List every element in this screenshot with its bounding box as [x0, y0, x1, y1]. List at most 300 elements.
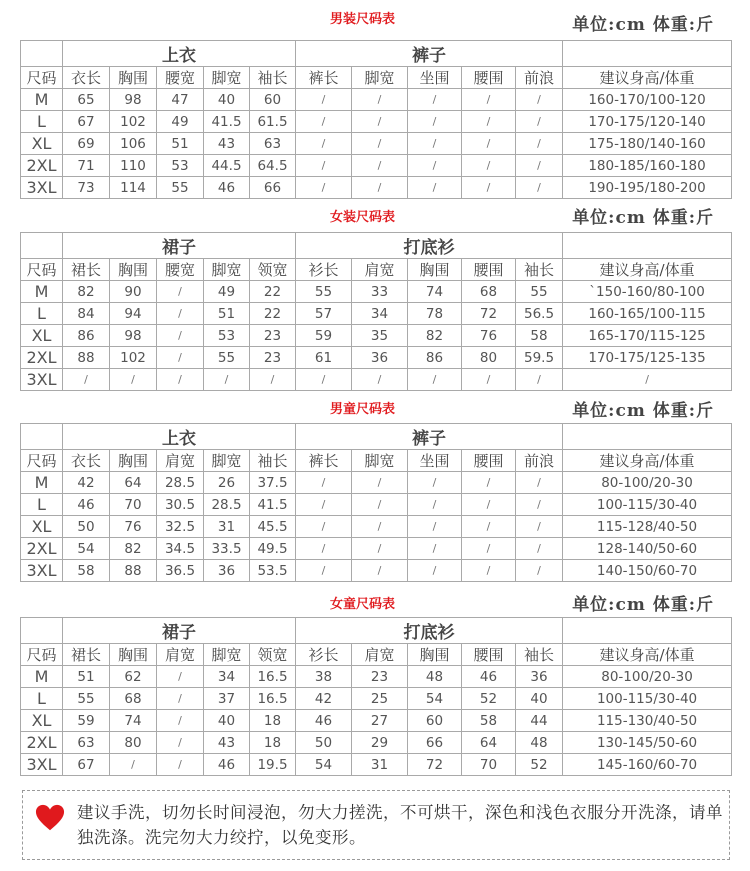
table-cell: / — [516, 538, 563, 560]
table-cell: 38 — [296, 666, 352, 688]
table-cell: / — [563, 369, 732, 391]
column-header: 衣长 — [63, 450, 110, 472]
table-row — [21, 560, 732, 582]
table-cell: 54 — [63, 538, 110, 560]
column-header: 肩宽 — [157, 644, 204, 666]
unit-label: 单位:cm 体重:斤 — [572, 595, 714, 615]
table-cell: 100-115/30-40 — [563, 494, 732, 516]
table-cell: 23 — [250, 325, 296, 347]
table-cell: 65 — [63, 89, 110, 111]
table-cell: 80-100/20-30 — [563, 472, 732, 494]
table-cell: 26 — [204, 472, 250, 494]
table-cell: 56.5 — [516, 303, 563, 325]
table-cell: / — [157, 325, 204, 347]
table-cell: 69 — [63, 133, 110, 155]
table-row — [21, 89, 732, 111]
table-cell: 23 — [352, 666, 408, 688]
column-header: 肩宽 — [352, 644, 408, 666]
size-cell: XL — [21, 516, 63, 538]
table-cell: / — [408, 516, 462, 538]
table-cell: / — [250, 369, 296, 391]
table-cell: / — [408, 177, 462, 199]
size-cell: XL — [21, 133, 63, 155]
column-header: 脚宽 — [352, 67, 408, 89]
table-cell: / — [157, 754, 204, 776]
size-cell: L — [21, 303, 63, 325]
column-header: 坐围 — [408, 450, 462, 472]
table-cell: 170-175/125-135 — [563, 347, 732, 369]
column-header: 胸围 — [408, 644, 462, 666]
table-row — [21, 111, 732, 133]
size-cell: XL — [21, 710, 63, 732]
table-cell: / — [462, 133, 516, 155]
table-cell: 23 — [250, 347, 296, 369]
table-cell: / — [516, 133, 563, 155]
column-header: 胸围 — [110, 450, 157, 472]
table-cell: / — [296, 369, 352, 391]
table-cell: / — [516, 516, 563, 538]
group-header-empty — [21, 41, 63, 67]
size-cell: XL — [21, 325, 63, 347]
care-note — [22, 790, 730, 860]
column-header: 尺码 — [21, 644, 63, 666]
heart-icon — [35, 803, 65, 833]
table-cell: 115-128/40-50 — [563, 516, 732, 538]
table-cell: 50 — [63, 516, 110, 538]
table-cell: 106 — [110, 133, 157, 155]
table-cell: 90 — [110, 281, 157, 303]
table-cell: 63 — [250, 133, 296, 155]
table-cell: 27 — [352, 710, 408, 732]
table-cell: / — [408, 155, 462, 177]
table-row — [21, 754, 732, 776]
table-cell: 16.5 — [250, 688, 296, 710]
table-cell: 115-130/40-50 — [563, 710, 732, 732]
size-table — [20, 232, 732, 391]
column-header: 建议身高/体重 — [563, 259, 732, 281]
table-cell: 180-185/160-180 — [563, 155, 732, 177]
unit-label: 单位:cm 体重:斤 — [572, 208, 714, 228]
size-cell: 3XL — [21, 369, 63, 391]
table-cell: 84 — [63, 303, 110, 325]
group-header-empty — [563, 41, 732, 67]
table-cell: / — [296, 494, 352, 516]
table-cell: 50 — [296, 732, 352, 754]
table-cell: / — [352, 560, 408, 582]
table-cell: 48 — [408, 666, 462, 688]
size-cell: 2XL — [21, 155, 63, 177]
table-cell: 58 — [63, 560, 110, 582]
table-cell: 16.5 — [250, 666, 296, 688]
table-cell: 76 — [110, 516, 157, 538]
table-row — [21, 155, 732, 177]
table-cell: / — [296, 111, 352, 133]
column-header: 脚宽 — [204, 259, 250, 281]
size-cell: 2XL — [21, 538, 63, 560]
table-cell: / — [110, 754, 157, 776]
table-cell: / — [157, 666, 204, 688]
table-cell: 165-170/115-125 — [563, 325, 732, 347]
table-cell: / — [408, 538, 462, 560]
table-cell: 49 — [157, 111, 204, 133]
table-cell: / — [157, 347, 204, 369]
group-header-row — [21, 618, 732, 644]
table-cell: 33 — [352, 281, 408, 303]
table-row — [21, 666, 732, 688]
table-cell: 46 — [462, 666, 516, 688]
table-cell: 61 — [296, 347, 352, 369]
table-cell: 55 — [157, 177, 204, 199]
group-header: 打底衫 — [296, 233, 563, 259]
table-cell: 22 — [250, 303, 296, 325]
table-cell: / — [408, 560, 462, 582]
table-cell: 61.5 — [250, 111, 296, 133]
table-cell: / — [516, 369, 563, 391]
column-header: 腰围 — [462, 450, 516, 472]
table-cell: 60 — [408, 710, 462, 732]
table-cell: 34.5 — [157, 538, 204, 560]
table-cell: 36 — [516, 666, 563, 688]
table-cell: / — [516, 472, 563, 494]
size-cell: M — [21, 472, 63, 494]
table-cell: 22 — [250, 281, 296, 303]
table-row — [21, 538, 732, 560]
table-cell: 98 — [110, 89, 157, 111]
table-cell: 86 — [63, 325, 110, 347]
table-cell: 36 — [352, 347, 408, 369]
group-header-empty — [21, 233, 63, 259]
table-cell: 53 — [204, 325, 250, 347]
group-header: 上衣 — [63, 424, 296, 450]
column-header: 腰围 — [462, 67, 516, 89]
size-table — [20, 40, 732, 199]
table-cell: / — [462, 538, 516, 560]
table-cell: 62 — [110, 666, 157, 688]
column-header: 尺码 — [21, 67, 63, 89]
table-cell: 36 — [204, 560, 250, 582]
column-header: 衫长 — [296, 259, 352, 281]
size-table — [20, 423, 732, 582]
table-cell: 102 — [110, 111, 157, 133]
unit-label: 单位:cm 体重:斤 — [572, 401, 714, 421]
group-header-empty — [563, 424, 732, 450]
group-header-row — [21, 233, 732, 259]
section-title: 男童尺码表 — [330, 402, 396, 417]
column-header: 建议身高/体重 — [563, 450, 732, 472]
table-cell: 47 — [157, 89, 204, 111]
table-cell: 41.5 — [250, 494, 296, 516]
table-cell: 100-115/30-40 — [563, 688, 732, 710]
column-header: 领宽 — [250, 644, 296, 666]
table-cell: 160-165/100-115 — [563, 303, 732, 325]
table-cell: 63 — [63, 732, 110, 754]
table-cell: 40 — [204, 710, 250, 732]
column-header: 脚宽 — [204, 644, 250, 666]
size-cell: L — [21, 688, 63, 710]
table-cell: / — [63, 369, 110, 391]
group-header-row — [21, 41, 732, 67]
table-row — [21, 303, 732, 325]
table-cell: 60 — [250, 89, 296, 111]
group-header: 上衣 — [63, 41, 296, 67]
table-cell: 80 — [462, 347, 516, 369]
size-cell: 3XL — [21, 177, 63, 199]
table-cell: / — [157, 688, 204, 710]
table-cell: 42 — [63, 472, 110, 494]
column-header: 脚宽 — [204, 67, 250, 89]
size-cell: L — [21, 494, 63, 516]
table-cell: / — [157, 710, 204, 732]
column-header: 胸围 — [408, 259, 462, 281]
table-cell: 71 — [63, 155, 110, 177]
table-cell: 31 — [204, 516, 250, 538]
table-cell: 59 — [296, 325, 352, 347]
table-row — [21, 688, 732, 710]
column-header: 建议身高/体重 — [563, 67, 732, 89]
column-header: 尺码 — [21, 259, 63, 281]
table-cell: 59 — [63, 710, 110, 732]
group-header-empty — [563, 618, 732, 644]
table-cell: 52 — [516, 754, 563, 776]
table-cell: / — [516, 89, 563, 111]
table-cell: 46 — [296, 710, 352, 732]
column-header: 腰围 — [462, 259, 516, 281]
table-cell: / — [462, 516, 516, 538]
table-cell: 114 — [110, 177, 157, 199]
column-header: 腰宽 — [157, 67, 204, 89]
table-cell: 98 — [110, 325, 157, 347]
table-cell: 74 — [408, 281, 462, 303]
column-header: 裤长 — [296, 67, 352, 89]
size-cell: 3XL — [21, 560, 63, 582]
table-cell: 44.5 — [204, 155, 250, 177]
table-row — [21, 347, 732, 369]
column-header: 裙长 — [63, 259, 110, 281]
table-cell: 51 — [157, 133, 204, 155]
table-cell: 78 — [408, 303, 462, 325]
table-cell: 58 — [462, 710, 516, 732]
column-header: 领宽 — [250, 259, 296, 281]
section-title: 男装尺码表 — [330, 12, 396, 27]
table-cell: 110 — [110, 155, 157, 177]
table-cell: / — [352, 516, 408, 538]
column-header: 肩宽 — [157, 450, 204, 472]
table-cell: / — [296, 89, 352, 111]
table-cell: 52 — [462, 688, 516, 710]
table-cell: / — [352, 472, 408, 494]
column-header-row — [21, 450, 732, 472]
table-cell: / — [352, 111, 408, 133]
table-cell: / — [296, 155, 352, 177]
table-cell: / — [157, 369, 204, 391]
size-cell: M — [21, 281, 63, 303]
table-cell: 175-180/140-160 — [563, 133, 732, 155]
table-cell: 66 — [250, 177, 296, 199]
table-cell: 88 — [63, 347, 110, 369]
table-cell: 28.5 — [204, 494, 250, 516]
table-cell: / — [462, 369, 516, 391]
table-cell: 41.5 — [204, 111, 250, 133]
column-header: 前浪 — [516, 67, 563, 89]
table-cell: 42 — [296, 688, 352, 710]
table-cell: / — [408, 89, 462, 111]
table-cell: 82 — [63, 281, 110, 303]
table-cell: 19.5 — [250, 754, 296, 776]
column-header: 腰宽 — [157, 259, 204, 281]
table-cell: 48 — [516, 732, 563, 754]
table-cell: / — [296, 560, 352, 582]
column-header: 脚宽 — [352, 450, 408, 472]
table-row — [21, 281, 732, 303]
table-cell: 140-150/60-70 — [563, 560, 732, 582]
table-cell: / — [296, 133, 352, 155]
table-cell: 28.5 — [157, 472, 204, 494]
table-cell: / — [157, 281, 204, 303]
table-cell: 82 — [110, 538, 157, 560]
table-cell: 72 — [462, 303, 516, 325]
table-cell: 51 — [63, 666, 110, 688]
table-cell: / — [462, 177, 516, 199]
table-cell: / — [296, 538, 352, 560]
column-header: 袖长 — [516, 644, 563, 666]
table-cell: 55 — [516, 281, 563, 303]
table-cell: 18 — [250, 732, 296, 754]
table-cell: / — [516, 494, 563, 516]
column-header-row — [21, 259, 732, 281]
size-cell: M — [21, 666, 63, 688]
column-header: 裙长 — [63, 644, 110, 666]
table-cell: / — [462, 89, 516, 111]
section-title: 女装尺码表 — [330, 210, 396, 225]
table-cell: 46 — [63, 494, 110, 516]
column-header: 胸围 — [110, 67, 157, 89]
column-header-row — [21, 67, 732, 89]
table-cell: 88 — [110, 560, 157, 582]
table-cell: / — [296, 516, 352, 538]
table-cell: 76 — [462, 325, 516, 347]
column-header: 坐围 — [408, 67, 462, 89]
table-cell: 37 — [204, 688, 250, 710]
size-cell: 3XL — [21, 754, 63, 776]
column-header: 袖长 — [250, 67, 296, 89]
table-cell: 70 — [110, 494, 157, 516]
table-row — [21, 710, 732, 732]
size-cell: M — [21, 89, 63, 111]
table-cell: / — [408, 494, 462, 516]
table-cell: 40 — [516, 688, 563, 710]
table-cell: / — [204, 369, 250, 391]
column-header: 裤长 — [296, 450, 352, 472]
table-row — [21, 369, 732, 391]
table-cell: 55 — [63, 688, 110, 710]
table-cell: `150-160/80-100 — [563, 281, 732, 303]
table-cell: 54 — [408, 688, 462, 710]
table-row — [21, 516, 732, 538]
table-cell: 49.5 — [250, 538, 296, 560]
table-cell: 31 — [352, 754, 408, 776]
table-cell: / — [352, 89, 408, 111]
group-header-row — [21, 424, 732, 450]
table-cell: 74 — [110, 710, 157, 732]
column-header: 腰围 — [462, 644, 516, 666]
column-header: 尺码 — [21, 450, 63, 472]
table-row — [21, 177, 732, 199]
table-cell: / — [408, 133, 462, 155]
table-cell: 40 — [204, 89, 250, 111]
table-cell: 32.5 — [157, 516, 204, 538]
table-cell: 58 — [516, 325, 563, 347]
table-cell: 44 — [516, 710, 563, 732]
table-cell: 46 — [204, 754, 250, 776]
table-cell: 55 — [296, 281, 352, 303]
column-header: 前浪 — [516, 450, 563, 472]
unit-label: 单位:cm 体重:斤 — [572, 15, 714, 35]
table-cell: 86 — [408, 347, 462, 369]
table-cell: 55 — [204, 347, 250, 369]
table-cell: 80 — [110, 732, 157, 754]
table-cell: 45.5 — [250, 516, 296, 538]
column-header: 肩宽 — [352, 259, 408, 281]
table-cell: 37.5 — [250, 472, 296, 494]
table-cell: / — [352, 538, 408, 560]
table-cell: 46 — [204, 177, 250, 199]
column-header: 建议身高/体重 — [563, 644, 732, 666]
group-header-empty — [21, 424, 63, 450]
table-cell: 53 — [157, 155, 204, 177]
group-header: 裙子 — [63, 233, 296, 259]
table-cell: 70 — [462, 754, 516, 776]
table-cell: 67 — [63, 754, 110, 776]
table-cell: / — [352, 369, 408, 391]
column-header: 袖长 — [250, 450, 296, 472]
table-cell: 80-100/20-30 — [563, 666, 732, 688]
table-cell: / — [296, 472, 352, 494]
group-header-empty — [21, 618, 63, 644]
table-cell: 59.5 — [516, 347, 563, 369]
table-cell: 160-170/100-120 — [563, 89, 732, 111]
table-row — [21, 325, 732, 347]
group-header: 裙子 — [63, 618, 296, 644]
table-cell: / — [408, 111, 462, 133]
care-note-text: 建议手洗，切勿长时间浸泡，勿大力搓洗，不可烘干，深色和浅色衣服分开洗涤，请单独洗涤。洗完勿大力绞拧，以免变形。 — [77, 803, 723, 847]
table-cell: 57 — [296, 303, 352, 325]
table-cell: 190-195/180-200 — [563, 177, 732, 199]
table-row — [21, 732, 732, 754]
column-header: 衣长 — [63, 67, 110, 89]
group-header: 裤子 — [296, 41, 563, 67]
table-cell: 36.5 — [157, 560, 204, 582]
table-cell: 25 — [352, 688, 408, 710]
section-title: 女童尺码表 — [330, 597, 396, 612]
table-cell: 64 — [462, 732, 516, 754]
table-cell: 43 — [204, 732, 250, 754]
table-cell: / — [516, 177, 563, 199]
table-cell: 54 — [296, 754, 352, 776]
group-header-empty — [563, 233, 732, 259]
table-cell: 43 — [204, 133, 250, 155]
size-cell: 2XL — [21, 732, 63, 754]
column-header: 袖长 — [516, 259, 563, 281]
table-cell: 51 — [204, 303, 250, 325]
group-header: 打底衫 — [296, 618, 563, 644]
table-cell: / — [462, 472, 516, 494]
table-cell: / — [462, 560, 516, 582]
table-cell: 130-145/50-60 — [563, 732, 732, 754]
table-cell: / — [408, 369, 462, 391]
table-cell: / — [352, 155, 408, 177]
table-row — [21, 133, 732, 155]
table-cell: 170-175/120-140 — [563, 111, 732, 133]
